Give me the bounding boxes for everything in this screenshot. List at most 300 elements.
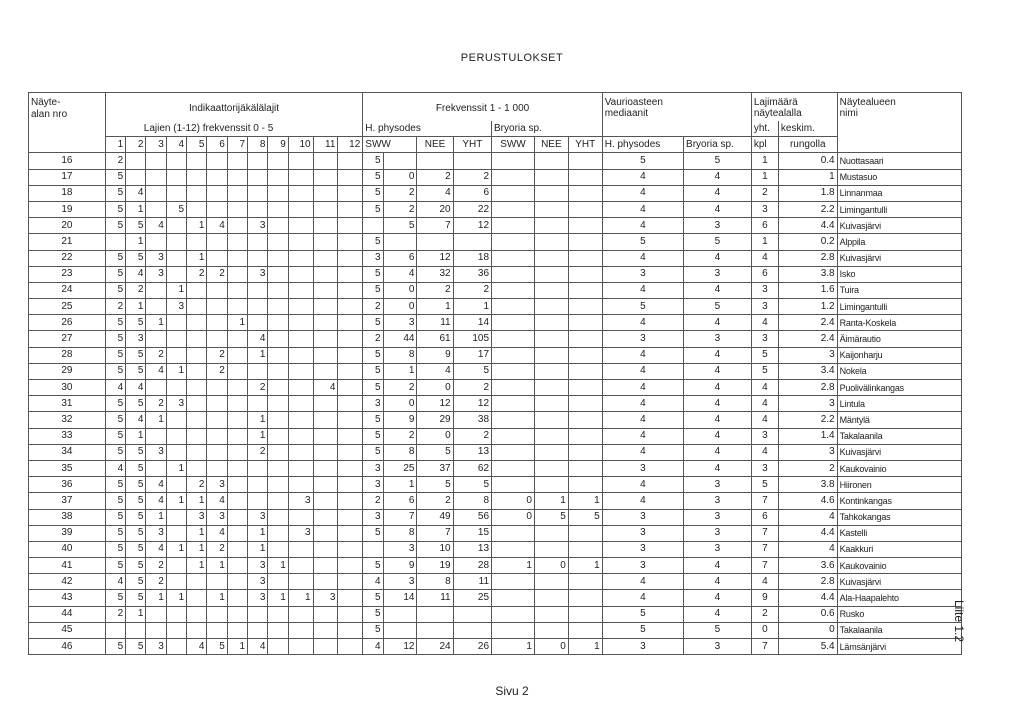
species-frequency-cell: 1	[187, 525, 207, 541]
damage-median-h: 5	[602, 153, 683, 169]
species-frequency-cell	[288, 234, 313, 250]
site-number: 17	[29, 169, 106, 185]
area-name: Kaakkuri	[837, 541, 961, 557]
damage-median-b: 4	[684, 412, 752, 428]
species-count-mean: 3	[778, 347, 837, 363]
species-frequency-cell	[187, 282, 207, 298]
species-frequency-cell	[268, 218, 288, 234]
species-frequency-cell	[187, 590, 207, 606]
species-frequency-cell: 4	[105, 574, 125, 590]
site-number: 26	[29, 315, 106, 331]
species-frequency-cell	[313, 509, 338, 525]
species-frequency-cell	[166, 347, 186, 363]
frequency-cell: 17	[453, 347, 491, 363]
frequency-cell: 3	[363, 477, 383, 493]
table-row	[29, 574, 962, 590]
species-frequency-cell	[248, 622, 268, 638]
damage-median-b: 3	[684, 218, 752, 234]
table-row	[29, 282, 962, 298]
site-number: 20	[29, 218, 106, 234]
frequency-cell: 5	[363, 153, 383, 169]
species-frequency-cell	[146, 153, 166, 169]
species-frequency-cell: 5	[105, 315, 125, 331]
frequency-cell: 7	[383, 509, 417, 525]
species-frequency-cell: 4	[126, 266, 146, 282]
species-frequency-cell: 2	[187, 266, 207, 282]
species-frequency-cell: 4	[207, 218, 227, 234]
species-frequency-cell	[166, 558, 186, 574]
frequency-cell	[417, 153, 453, 169]
frequency-cell: 5	[363, 590, 383, 606]
species-frequency-cell: 1	[187, 493, 207, 509]
frequency-cell: 5	[453, 477, 491, 493]
species-count-total: 7	[751, 525, 778, 541]
species-frequency-cell: 1	[126, 606, 146, 622]
species-frequency-cell	[227, 396, 247, 412]
species-frequency-cell: 1	[187, 218, 207, 234]
species-frequency-cell: 4	[207, 493, 227, 509]
species-frequency-cell	[187, 299, 207, 315]
frequency-cell	[383, 622, 417, 638]
area-name: Kuivasjärvi	[837, 250, 961, 266]
species-frequency-cell: 4	[313, 380, 338, 396]
species-frequency-cell	[313, 396, 338, 412]
species-frequency-cell	[248, 201, 268, 217]
species-frequency-cell	[187, 315, 207, 331]
species-count-mean: 2.8	[778, 250, 837, 266]
species-frequency-cell: 1	[227, 639, 247, 655]
species-frequency-cell: 5	[126, 315, 146, 331]
damage-median-h: 4	[602, 380, 683, 396]
species-frequency-cell	[227, 460, 247, 476]
species-frequency-cell: 5	[105, 396, 125, 412]
species-frequency-cell: 1	[248, 428, 268, 444]
frequency-cell	[383, 153, 417, 169]
species-frequency-cell: 2	[207, 363, 227, 379]
frequency-cell	[492, 153, 535, 169]
species-count-mean: 1.6	[778, 282, 837, 298]
species-frequency-cell: 4	[248, 331, 268, 347]
frequency-cell	[534, 574, 568, 590]
species-count-total: 7	[751, 541, 778, 557]
species-frequency-cell: 2	[105, 606, 125, 622]
area-name-header: Näytealueen nimi	[837, 93, 961, 153]
damage-median-h: 4	[602, 363, 683, 379]
species-frequency-cell: 3	[146, 639, 166, 655]
species-frequency-cell: 3	[146, 444, 166, 460]
frequency-cell: 0	[383, 169, 417, 185]
frequency-cell	[492, 266, 535, 282]
frequency-cell	[492, 590, 535, 606]
area-name: Kastelli	[837, 525, 961, 541]
species-frequency-cell	[268, 509, 288, 525]
frequency-cell	[568, 363, 602, 379]
species-frequency-cell	[338, 282, 363, 298]
damage-median-h: 3	[602, 331, 683, 347]
species-frequency-cell: 1	[146, 509, 166, 525]
species-frequency-cell: 1	[187, 541, 207, 557]
species-frequency-cell: 1	[166, 590, 186, 606]
species-frequency-cell: 5	[105, 412, 125, 428]
frequency-cell: 3	[363, 509, 383, 525]
frequency-cell	[568, 444, 602, 460]
site-number: 16	[29, 153, 106, 169]
species-frequency-cell: 5	[105, 590, 125, 606]
frequency-cell	[492, 363, 535, 379]
species-count-total: 9	[751, 590, 778, 606]
damage-median-b: 5	[684, 234, 752, 250]
species-frequency-cell: 3	[288, 525, 313, 541]
species-frequency-cell	[288, 299, 313, 315]
frequency-cell	[534, 153, 568, 169]
species-frequency-cell	[187, 185, 207, 201]
table-row	[29, 315, 962, 331]
species-frequency-cell	[268, 169, 288, 185]
species-frequency-cell	[288, 444, 313, 460]
frequency-cell: 5	[363, 444, 383, 460]
damage-median-h: 5	[602, 606, 683, 622]
frequency-cell	[568, 169, 602, 185]
species-frequency-cell	[288, 639, 313, 655]
species-count-total: 3	[751, 299, 778, 315]
species-frequency-cell	[227, 282, 247, 298]
frequency-cell: 7	[417, 525, 453, 541]
species-frequency-cell	[227, 606, 247, 622]
frequency-cell	[568, 185, 602, 201]
species-frequency-cell	[166, 639, 186, 655]
species-count-mean: 1.4	[778, 428, 837, 444]
damage-median-b: 5	[684, 622, 752, 638]
frequency-cell	[534, 460, 568, 476]
species-frequency-cell	[227, 169, 247, 185]
frequency-cell	[568, 590, 602, 606]
col-7: 7	[227, 137, 247, 153]
frequency-cell	[568, 606, 602, 622]
frequency-cell	[492, 428, 535, 444]
site-number: 35	[29, 460, 106, 476]
frequency-cell	[568, 266, 602, 282]
species-frequency-cell: 3	[146, 250, 166, 266]
frequency-cell	[534, 218, 568, 234]
species-frequency-cell	[166, 266, 186, 282]
frequency-cell: 5	[383, 218, 417, 234]
damage-median-b: 4	[684, 347, 752, 363]
species-frequency-cell	[227, 477, 247, 493]
frequency-cell: 0	[383, 282, 417, 298]
species-frequency-cell	[166, 234, 186, 250]
species-frequency-cell: 4	[146, 493, 166, 509]
species-frequency-cell: 3	[166, 396, 186, 412]
species-frequency-cell	[313, 606, 338, 622]
species-frequency-cell	[227, 428, 247, 444]
species-frequency-cell	[166, 525, 186, 541]
species-frequency-cell: 5	[105, 282, 125, 298]
damage-median-b: 4	[684, 558, 752, 574]
species-frequency-cell	[187, 234, 207, 250]
species-frequency-cell	[268, 477, 288, 493]
frequency-cell	[492, 347, 535, 363]
species-frequency-cell	[207, 185, 227, 201]
species-frequency-cell	[338, 250, 363, 266]
frequency-cell	[534, 396, 568, 412]
species-frequency-cell	[313, 234, 338, 250]
yht-label: yht.	[751, 121, 778, 137]
site-number: 19	[29, 201, 106, 217]
species-frequency-cell	[338, 639, 363, 655]
frequency-cell	[534, 347, 568, 363]
species-frequency-cell: 4	[248, 639, 268, 655]
frequency-cell: 1	[453, 299, 491, 315]
species-count-total: 4	[751, 412, 778, 428]
indicator-header: Indikaattorijäkälälajit	[105, 93, 362, 122]
species-count-total: 5	[751, 363, 778, 379]
species-frequency-cell: 5	[126, 525, 146, 541]
species-frequency-cell: 1	[146, 590, 166, 606]
species-frequency-cell	[248, 363, 268, 379]
species-frequency-cell	[187, 363, 207, 379]
col-12: 12	[338, 137, 363, 153]
species-frequency-cell	[227, 218, 247, 234]
species-count-total: 1	[751, 234, 778, 250]
species-frequency-cell: 1	[166, 282, 186, 298]
species-frequency-cell	[288, 282, 313, 298]
species-frequency-cell: 5	[105, 477, 125, 493]
species-frequency-cell	[248, 250, 268, 266]
area-name: Kuivasjärvi	[837, 444, 961, 460]
frequency-cell	[534, 428, 568, 444]
species-frequency-cell: 2	[207, 266, 227, 282]
species-frequency-cell: 2	[146, 574, 166, 590]
freq-col-nee-h: NEE	[417, 137, 453, 153]
freq-col-sww-b: SWW	[492, 137, 535, 153]
species-frequency-cell: 2	[105, 299, 125, 315]
frequency-cell: 37	[417, 460, 453, 476]
species-frequency-cell: 5	[126, 639, 146, 655]
species-frequency-cell	[313, 363, 338, 379]
table-body	[29, 153, 962, 655]
frequency-cell	[534, 525, 568, 541]
frequency-cell	[492, 574, 535, 590]
species-count-total: 2	[751, 185, 778, 201]
frequency-cell	[417, 622, 453, 638]
table-row	[29, 218, 962, 234]
site-number: 42	[29, 574, 106, 590]
species-count-total: 0	[751, 622, 778, 638]
species-frequency-cell	[338, 428, 363, 444]
frequency-cell	[534, 477, 568, 493]
species-frequency-cell	[146, 185, 166, 201]
frequency-cell: 5	[363, 363, 383, 379]
species-frequency-cell	[268, 525, 288, 541]
species-frequency-cell	[268, 444, 288, 460]
damage-median-b: 4	[684, 250, 752, 266]
species-frequency-cell	[227, 622, 247, 638]
species-count-mean: 3	[778, 396, 837, 412]
species-frequency-cell	[187, 331, 207, 347]
species-frequency-cell	[268, 460, 288, 476]
species-frequency-cell: 5	[126, 558, 146, 574]
damage-median-b: 3	[684, 266, 752, 282]
species-frequency-cell	[227, 201, 247, 217]
species-frequency-cell	[248, 606, 268, 622]
species-frequency-cell	[288, 250, 313, 266]
species-frequency-cell	[268, 396, 288, 412]
species-frequency-cell	[207, 331, 227, 347]
species-frequency-cell	[338, 396, 363, 412]
species-count-mean: 4	[778, 509, 837, 525]
species-frequency-cell	[187, 201, 207, 217]
site-number: 39	[29, 525, 106, 541]
damage-median-h: 4	[602, 201, 683, 217]
frequency-cell: 2	[383, 428, 417, 444]
species-frequency-cell	[288, 574, 313, 590]
frequency-cell	[534, 363, 568, 379]
site-number: 29	[29, 363, 106, 379]
species-frequency-cell	[288, 509, 313, 525]
species-count-total: 4	[751, 444, 778, 460]
species-frequency-cell	[313, 266, 338, 282]
species-count-total: 6	[751, 509, 778, 525]
damage-median-h: 4	[602, 590, 683, 606]
species-frequency-cell: 4	[146, 218, 166, 234]
frequency-cell	[568, 622, 602, 638]
species-frequency-cell	[313, 331, 338, 347]
site-number: 21	[29, 234, 106, 250]
species-frequency-cell: 5	[126, 218, 146, 234]
frequency-cell: 8	[453, 493, 491, 509]
species-frequency-cell	[288, 153, 313, 169]
species-count-mean: 5.4	[778, 639, 837, 655]
species-frequency-cell	[268, 606, 288, 622]
damage-median-b: 4	[684, 363, 752, 379]
species-count-mean: 0	[778, 622, 837, 638]
species-frequency-cell	[126, 622, 146, 638]
species-frequency-cell	[146, 428, 166, 444]
frequency-cell	[568, 201, 602, 217]
species-frequency-cell	[268, 201, 288, 217]
area-name: Tahkokangas	[837, 509, 961, 525]
species-frequency-cell	[338, 606, 363, 622]
species-frequency-cell	[248, 299, 268, 315]
damage-median-b: 5	[684, 299, 752, 315]
table-row	[29, 509, 962, 525]
species-frequency-cell: 1	[146, 412, 166, 428]
species-frequency-cell	[248, 493, 268, 509]
species-count-total: 4	[751, 396, 778, 412]
species-frequency-cell	[268, 315, 288, 331]
species-frequency-cell: 4	[207, 525, 227, 541]
species-frequency-cell	[288, 347, 313, 363]
species-frequency-cell	[187, 153, 207, 169]
species-frequency-cell	[187, 380, 207, 396]
table-row	[29, 153, 962, 169]
species-frequency-cell	[313, 444, 338, 460]
species-frequency-cell	[288, 428, 313, 444]
species-frequency-cell: 4	[146, 541, 166, 557]
species-frequency-cell	[338, 574, 363, 590]
species-count-mean: 4	[778, 541, 837, 557]
site-no-header: Näyte- alan nro	[29, 93, 106, 153]
species-frequency-cell	[268, 412, 288, 428]
damage-median-b: 4	[684, 169, 752, 185]
frequency-cell: 3	[363, 250, 383, 266]
species-frequency-cell	[288, 169, 313, 185]
species-frequency-cell	[268, 493, 288, 509]
frequency-cell: 2	[383, 201, 417, 217]
species-frequency-cell	[207, 315, 227, 331]
appendix-label: Liite 1.2	[952, 600, 966, 643]
species-frequency-cell	[207, 380, 227, 396]
area-name: Nuottasaari	[837, 153, 961, 169]
species-frequency-cell	[268, 234, 288, 250]
species-frequency-cell: 2	[248, 444, 268, 460]
frequency-cell	[492, 412, 535, 428]
species-frequency-cell	[248, 169, 268, 185]
damage-median-h: 3	[602, 525, 683, 541]
species-frequency-cell: 2	[126, 282, 146, 298]
species-frequency-cell: 1	[207, 590, 227, 606]
area-name: Lintula	[837, 396, 961, 412]
species-frequency-cell	[338, 266, 363, 282]
species-frequency-cell	[227, 541, 247, 557]
species-frequency-cell	[268, 331, 288, 347]
area-name: Kaukovainio	[837, 558, 961, 574]
species-frequency-cell: 2	[187, 477, 207, 493]
keskim-label: keskim.	[780, 122, 815, 134]
species-count-total: 4	[751, 250, 778, 266]
area-name: Kaukovainio	[837, 460, 961, 476]
species-frequency-cell	[288, 331, 313, 347]
species-frequency-cell	[313, 282, 338, 298]
frequency-cell	[534, 315, 568, 331]
species-frequency-cell	[313, 558, 338, 574]
frequency-cell: 5	[363, 315, 383, 331]
species-frequency-cell: 5	[105, 169, 125, 185]
frequency-cell	[534, 234, 568, 250]
frequency-cell	[492, 380, 535, 396]
site-number: 37	[29, 493, 106, 509]
frequency-cell: 3	[383, 315, 417, 331]
species-frequency-cell: 3	[248, 590, 268, 606]
species-frequency-cell: 5	[105, 541, 125, 557]
table-row	[29, 493, 962, 509]
table-row	[29, 201, 962, 217]
frequency-cell: 2	[453, 380, 491, 396]
site-number: 41	[29, 558, 106, 574]
frequency-cell: 62	[453, 460, 491, 476]
species-frequency-cell: 1	[126, 201, 146, 217]
frequency-cell	[534, 622, 568, 638]
frequency-cell	[453, 153, 491, 169]
damage-median-b: 4	[684, 396, 752, 412]
frequency-cell: 1	[568, 558, 602, 574]
species-frequency-cell	[227, 347, 247, 363]
site-number: 36	[29, 477, 106, 493]
frequency-cell: 5	[453, 363, 491, 379]
species-frequency-cell	[313, 622, 338, 638]
species-frequency-cell	[166, 412, 186, 428]
species-frequency-cell	[227, 185, 247, 201]
damage-median-b: 4	[684, 315, 752, 331]
species-frequency-cell	[207, 396, 227, 412]
species-freq-header: Lajien (1-12) frekvenssit 0 - 5	[105, 121, 362, 137]
species-frequency-cell	[338, 493, 363, 509]
freq-col-sww-h: SWW	[363, 137, 417, 153]
species-frequency-cell	[166, 185, 186, 201]
species-frequency-cell: 3	[313, 590, 338, 606]
species-frequency-cell	[126, 169, 146, 185]
species-frequency-cell	[338, 590, 363, 606]
